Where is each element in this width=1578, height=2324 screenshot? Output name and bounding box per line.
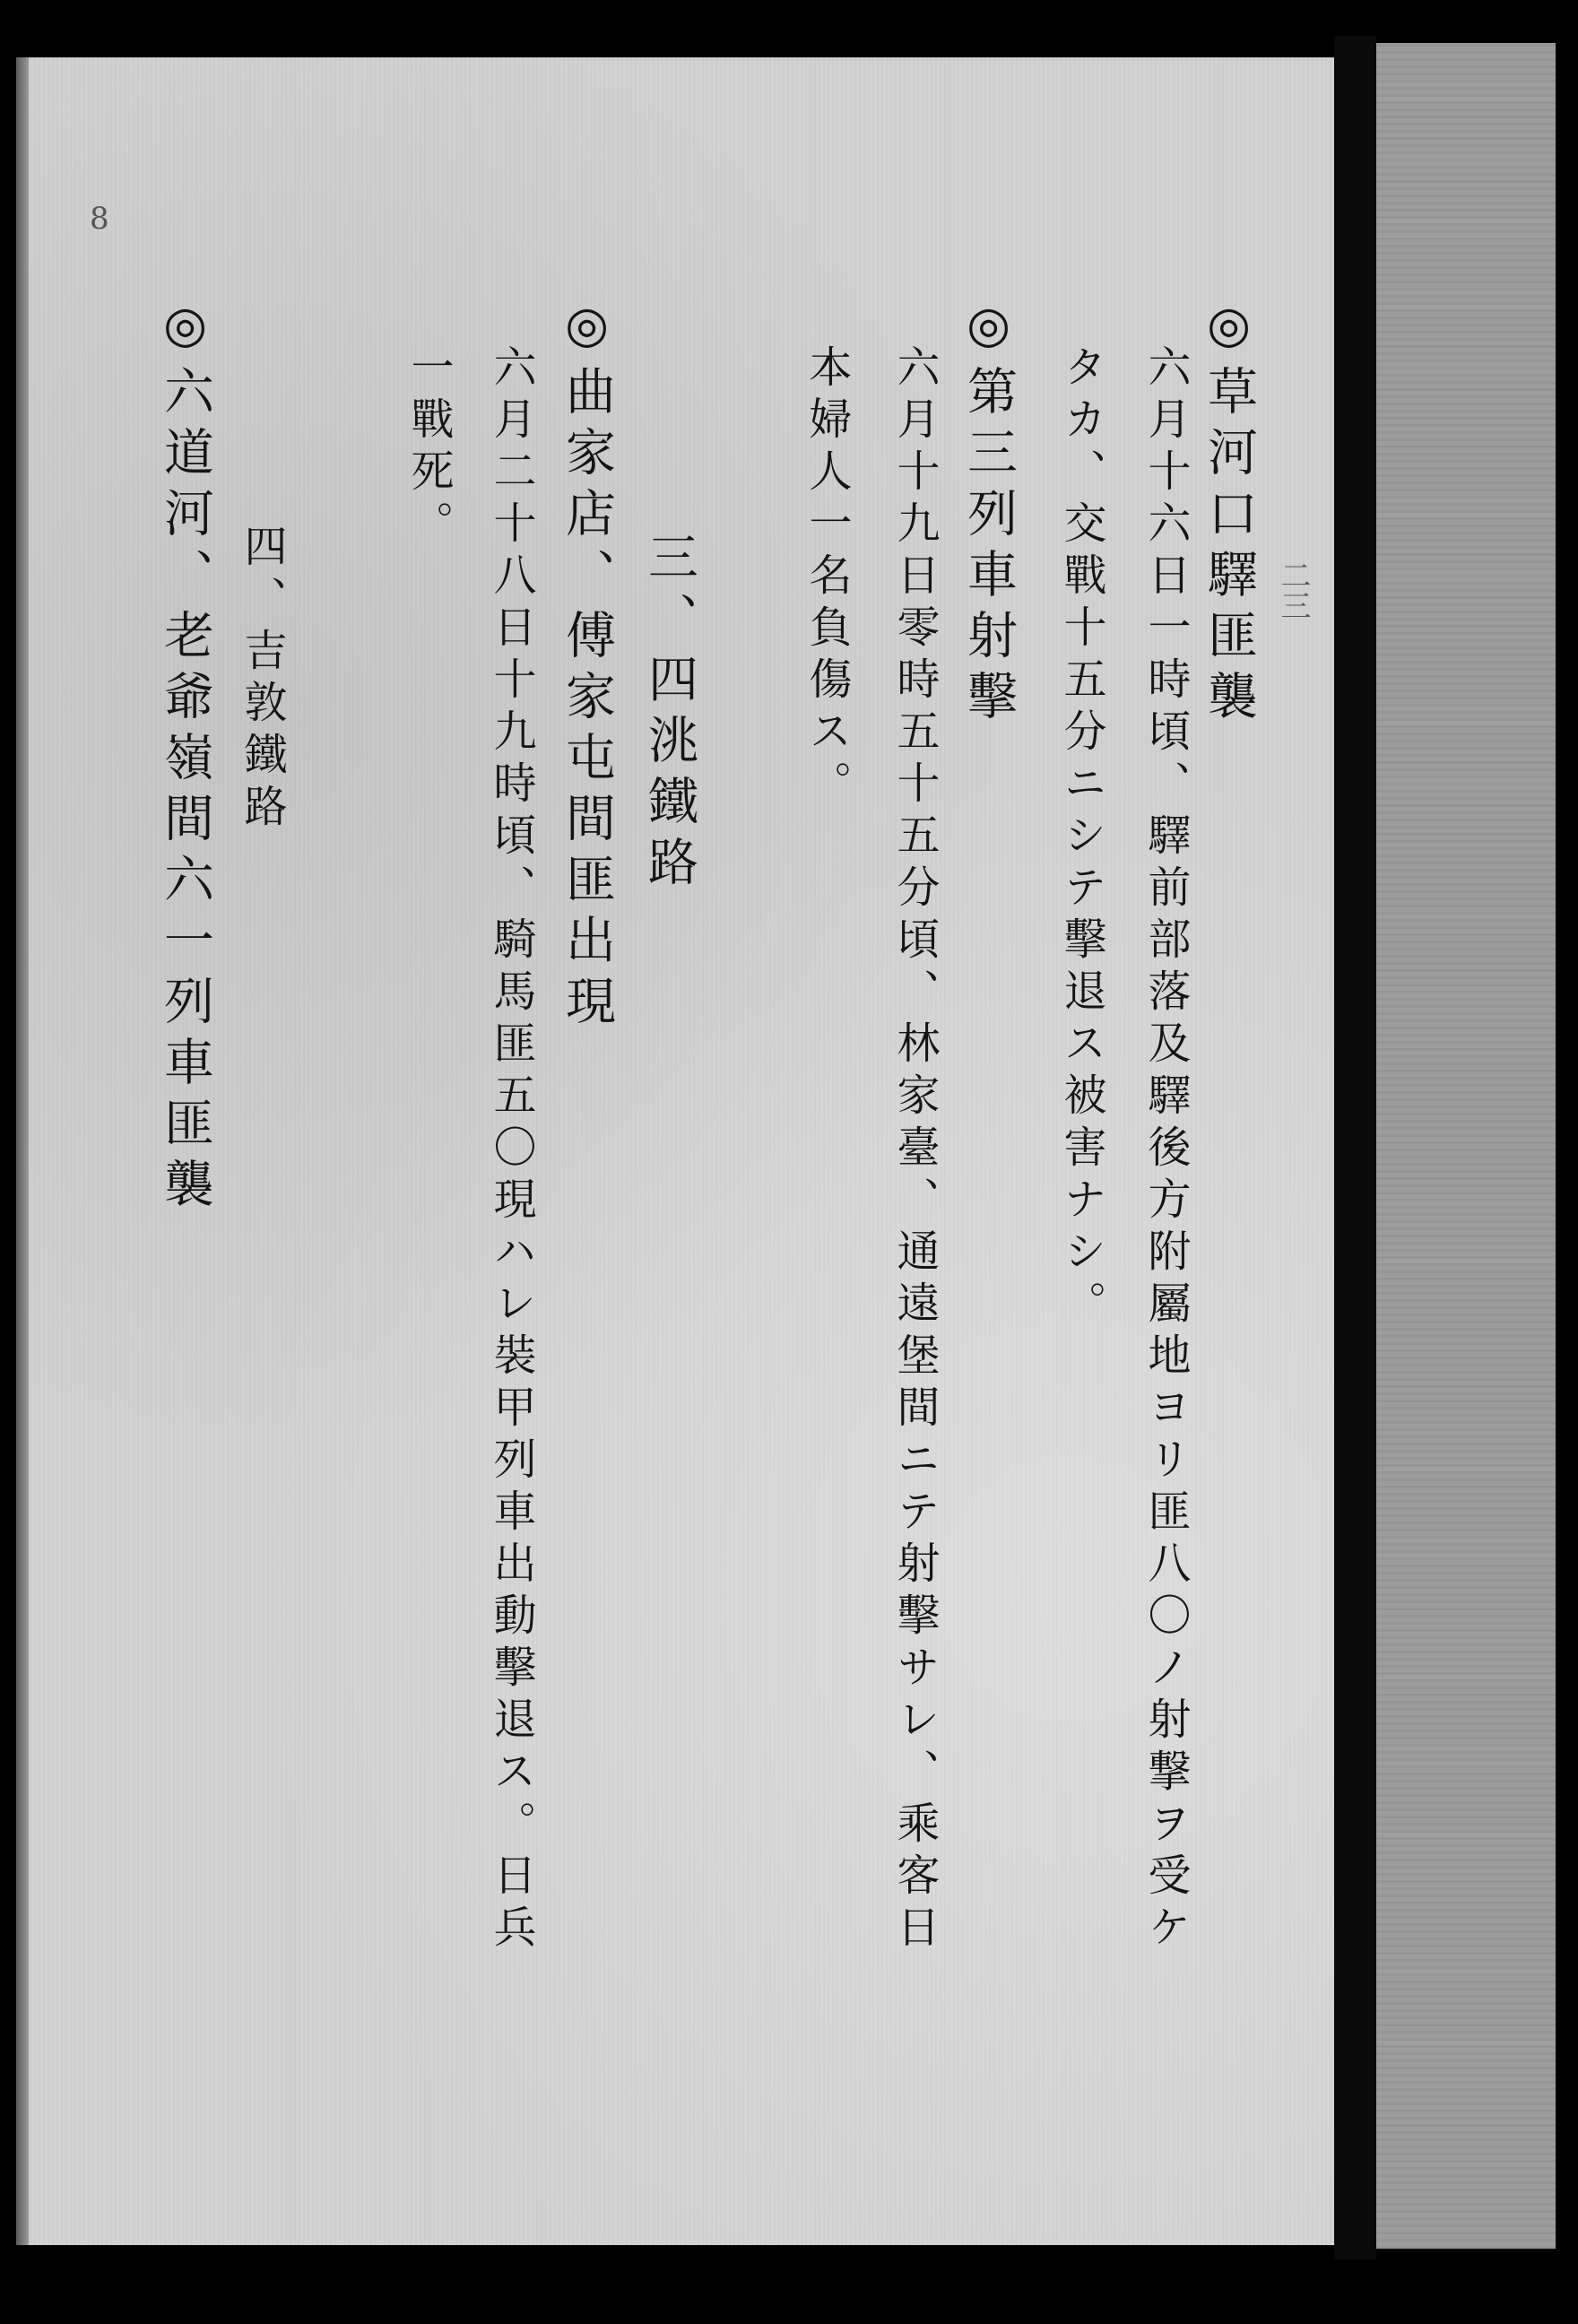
page-number-left: 8 xyxy=(90,201,109,237)
page-edge-shadow xyxy=(16,57,29,2245)
text-line-6: 一戰死。 xyxy=(403,344,454,552)
section-heading-jidun: 四、吉敦鐵路 xyxy=(237,524,287,836)
heading-qujiadian: ◎曲家店、傅家屯間匪出現 xyxy=(558,296,616,1036)
text-line-1: 六月十六日一時頃、驛前部落及驛後方附屬地ヨリ匪八〇ノ射撃ヲ受ケ xyxy=(1140,344,1191,1956)
adjacent-page-edge xyxy=(1376,43,1556,2249)
document-page xyxy=(16,57,1334,2245)
heading-liudaohe: ◎六道河、老爺嶺間六一列車匪襲 xyxy=(156,296,214,1218)
text-line-3: 六月十九日零時五十五分頃、林家臺、通遠堡間ニテ射擊サレ、乘客日 xyxy=(889,344,940,1956)
text-line-5: 六月二十八日十九時頃、騎馬匪五〇現ハレ裝甲列車出動擊退ス。日兵 xyxy=(486,344,536,1956)
page-number-right: 二三 xyxy=(1275,559,1311,620)
heading-third-train: ◎第三列車射擊 xyxy=(959,296,1018,731)
book-gutter xyxy=(1334,36,1376,2259)
heading-caohekou: ◎草河口驛匪襲 xyxy=(1200,296,1258,731)
text-line-2: タカ、交戰十五分ニシテ擊退ス被害ナシ。 xyxy=(1056,344,1106,1332)
section-heading-sitao: 三、四洮鐵路 xyxy=(640,531,698,897)
text-line-4: 本婦人一名負傷ス。 xyxy=(802,344,852,812)
